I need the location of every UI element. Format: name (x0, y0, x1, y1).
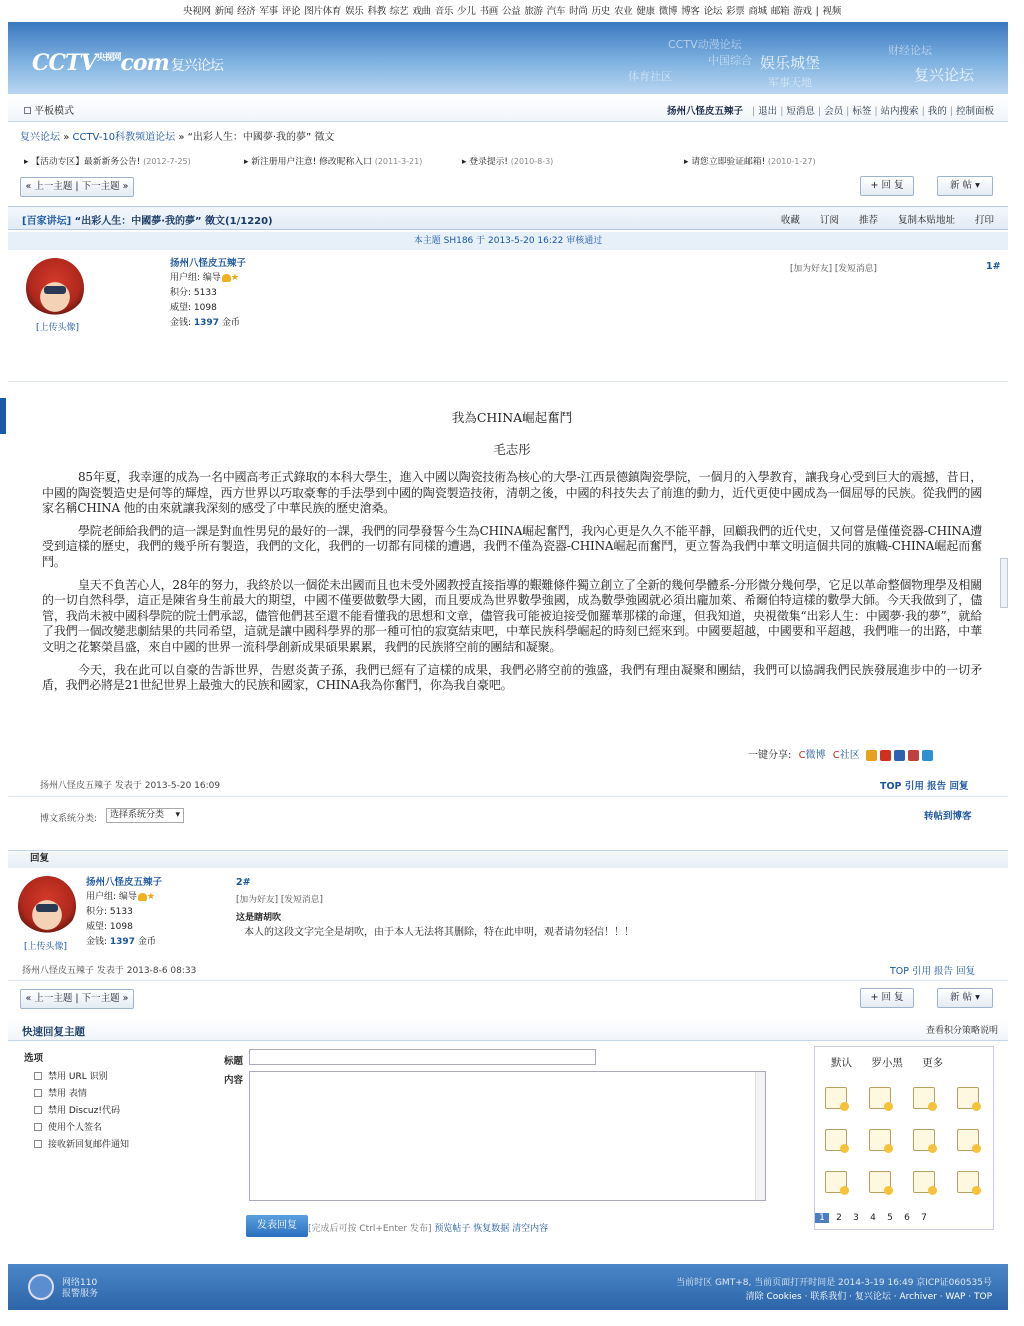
announcement-item[interactable]: ▸ 请您立即验证邮箱! (2010-1-27) (684, 157, 816, 167)
money-value: 1397 (109, 937, 135, 947)
breadcrumb-sep: » (178, 132, 188, 143)
badge-line1: 网络110 (62, 1278, 98, 1288)
breadcrumb-home[interactable]: 复兴论坛 (20, 132, 60, 143)
points-rules-link[interactable]: 查看积分策略说明 (925, 1026, 998, 1036)
breadcrumb (20, 128, 334, 143)
top-nav-item[interactable]: 时尚 (569, 6, 588, 17)
user-info (86, 875, 162, 950)
article-paragraph: 皇天不負苦心人，28年的努力，我終於以一個從未出國而且也未受外國教授直接指導的艱難條件獨立創立了全新的幾何學體系-分形微分幾何學，它足以革命整個物理學及相關的一切自然科學，這正是陳省身生前最大的期望，中國不僅要做數學大國，而且要成為世界數學強國，成為數學強國就必須出龐加萊、希爾伯特這樣的數學大師。今天我做到了，儘管，我尚未被中國科學院的院士們承認，儘管他們甚至還不能看懂我的思想和文章，儘管我可能被迫接受伽羅華那樣的命運，但我知道，央視徵集“出彩人生：中國夢·我的夢”，就給了我們一個改變悲劇結果的共同希望，這就是讓中國科學界的那一種可怕的寂寞結束吧，中華民族科學崛起的時刻已經來到。中國要超越，中國要和平超越，我們唯一的出路，中華文明之花繁榮昌盛，來自中國的世界一流科學創新成果碩果累累，我們的民族將空前的團結和凝聚。 (42, 577, 982, 654)
smiley-icon[interactable] (869, 1171, 891, 1193)
new-post-button[interactable]: 新 帖 ▾ (937, 176, 993, 196)
announcement-text: 请您立即验证邮箱! (691, 157, 766, 167)
separator: | (921, 106, 925, 117)
reply-button[interactable]: + 回 复 (860, 176, 914, 196)
banner-watermark: 体育社区 (628, 70, 672, 83)
user-group (86, 890, 162, 905)
smiley-page[interactable]: 4 (870, 1213, 876, 1223)
thread-tool[interactable]: 复制本贴地址 (897, 215, 955, 226)
top-nav-item[interactable]: 旅游 (524, 6, 543, 17)
weibo-icon: C (798, 750, 806, 761)
separator: | (949, 106, 953, 117)
shequ-icon: C (832, 750, 840, 761)
separator: | (780, 106, 784, 117)
article-author: 毛志彤 (493, 442, 531, 457)
announcement-item[interactable]: ▸ 新注册用户注意! 修改昵称入口 (2011-3-21) (244, 157, 423, 167)
thread-tools (761, 212, 994, 226)
money-label: 金钱: (170, 318, 194, 328)
money-unit: 金币 (218, 318, 240, 328)
user-prestige: 威望: 1098 (170, 303, 217, 313)
breadcrumb-thread: “出彩人生：中國夢·我的夢” 徵文 (187, 132, 335, 143)
smiley-icon[interactable] (913, 1171, 935, 1193)
article-paragraph: 學院老師給我們的這一課是對血性男兒的最好的一課，我們的同學發誓今生為CHINA崛起奮鬥，我內心更是久久不能平靜，回顧我們的近代史，又何嘗是僅僅瓷器-CHINA遭受到這樣的歷史，我們的幾乎所有製造，我們的文化，我們的一切都有同樣的遭遇，我們不僅為瓷器-CHINA崛起而奮鬥，更立誓為我們中華文明這個共同的旗幟-CHINA崛起而奮鬥。 (42, 523, 982, 569)
top-nav-item[interactable]: 视频 (822, 6, 841, 17)
user-link[interactable]: 我的 (927, 106, 947, 117)
top-nav-item[interactable]: 微博 (658, 6, 678, 17)
smiley-tabs (831, 1055, 959, 1070)
money-unit: 金币 (134, 937, 156, 947)
next-thread-button[interactable]: 下一主题 » (81, 993, 129, 1004)
top-nav-item[interactable]: 科教 (367, 6, 386, 17)
smiley-page[interactable]: 1 (815, 1213, 829, 1223)
share-more-icon[interactable] (922, 750, 933, 761)
new-post-button[interactable]: 新 帖 ▾ (937, 988, 993, 1008)
top-nav-item[interactable]: 彩票 (726, 6, 745, 17)
category-label: 博文系统分类: (40, 814, 98, 824)
top-nav-item[interactable]: 音乐 (434, 6, 454, 17)
top-nav-item[interactable]: 汽车 (546, 6, 566, 17)
user-points: 积分: 5133 (170, 288, 217, 298)
star-icon: ★ (146, 892, 155, 902)
smiley-page[interactable]: 3 (853, 1213, 859, 1223)
top-nav-item[interactable]: 戏曲 (412, 6, 431, 17)
share-weibo[interactable] (799, 750, 826, 761)
smiley-tab-default[interactable]: 默认 (831, 1057, 852, 1069)
banner-watermark: CCTV动漫论坛 (668, 38, 742, 51)
police-badge-text (62, 1278, 98, 1300)
smiley-page[interactable]: 6 (904, 1213, 910, 1223)
option-label: 禁用 URL 识别 (48, 1072, 108, 1082)
post-meta: 扬州八怪皮五辣子 发表于 2013-8-6 08:33 (22, 966, 197, 976)
current-username[interactable]: 扬州八怪皮五辣子 (666, 106, 743, 117)
announcement-text: 登录提示! (469, 157, 508, 167)
user-link[interactable]: 控制面板 (955, 106, 994, 117)
content-textarea[interactable] (249, 1071, 766, 1201)
top-nav-item[interactable]: 书画 (479, 6, 498, 17)
mode-icon (24, 107, 31, 114)
user-group-text: 用户组: 编导 (86, 892, 137, 902)
restore-link[interactable]: 恢复数据 (473, 1224, 510, 1234)
share-weibo-label: 微博 (805, 750, 826, 761)
separator: | (846, 106, 850, 117)
logo-text: CCTV (32, 50, 97, 76)
upload-avatar-link[interactable]: [上传头像] (24, 942, 68, 952)
banner-watermark: 军事天地 (768, 76, 812, 89)
top-nav-item[interactable]: 商城 (748, 6, 767, 17)
friend-message-links[interactable]: [加为好友] [发短消息] (790, 264, 877, 274)
options-label: 选项 (24, 1053, 44, 1064)
top-nav-item[interactable]: 央视网 (183, 6, 211, 17)
floor-number[interactable]: 2# (236, 877, 251, 888)
user-toolbar (8, 96, 1008, 122)
reply-title: 这是瞎胡吹 (236, 913, 282, 923)
option-checkbox[interactable] (34, 1106, 120, 1117)
prev-thread-button[interactable]: « 上一主题 (25, 181, 73, 192)
next-thread-button[interactable]: 下一主题 » (81, 181, 129, 192)
smiley-tab-luoxiaohei[interactable]: 罗小黑 (871, 1057, 903, 1069)
content-label: 内容 (224, 1075, 244, 1086)
divider (8, 796, 1008, 797)
user-link[interactable]: 站内搜索 (880, 106, 919, 117)
thread-tool[interactable]: 打印 (974, 215, 994, 226)
crown-icon (222, 274, 231, 282)
smiley-pages (815, 1213, 934, 1223)
top-nav-item[interactable]: 公益 (501, 6, 521, 17)
announcement-date: (2010-1-27) (767, 157, 816, 166)
user-prestige: 威望: 1098 (86, 922, 133, 932)
user-money (170, 316, 246, 331)
money-label: 金钱: (86, 937, 110, 947)
smiley-panel (814, 1046, 994, 1230)
post-meta: 扬州八怪皮五辣子 发表于 2013-5-20 16:09 (40, 781, 221, 791)
top-nav-item[interactable]: 游戏 (793, 6, 812, 17)
smiley-tab-more[interactable]: 更多 (922, 1057, 944, 1069)
reply-section-header: 回复 (8, 850, 1008, 868)
friend-message-links[interactable]: [加为好友] [发短消息] (236, 895, 323, 905)
flat-mode-toggle[interactable] (24, 102, 74, 117)
thread-title-text: “出彩人生：中國夢·我的夢” 徵文(1/1220) (74, 216, 273, 227)
thread-title-bar (8, 206, 1008, 230)
smiley-icon[interactable] (825, 1129, 847, 1151)
option-checkbox[interactable] (34, 1140, 129, 1151)
smiley-icon[interactable] (957, 1171, 979, 1193)
user-link[interactable]: 短消息 (786, 106, 815, 117)
top-nav-item[interactable]: 图片体育 (304, 6, 342, 17)
user-link[interactable]: 退出 (758, 106, 778, 117)
smiley-icon[interactable] (957, 1087, 979, 1109)
top-nav-item[interactable]: 新闻 (214, 6, 234, 17)
submit-hint (308, 1221, 548, 1234)
banner-title-entertainment: 娱乐城堡 (760, 54, 821, 72)
top-nav-item[interactable]: 邮箱 (770, 6, 790, 17)
upload-avatar-link[interactable]: [上传头像] (36, 323, 80, 333)
smiley-page[interactable]: 5 (887, 1213, 893, 1223)
textarea-scrollbar[interactable] (755, 1072, 765, 1200)
checkbox-icon (34, 1123, 42, 1131)
user-info (170, 256, 246, 331)
post-content (42, 408, 982, 701)
announcement-text: 新注册用户注意! 修改昵称入口 (251, 157, 372, 167)
ctrl-enter-hint: [完成后可按 Ctrl+Enter 发布] (308, 1224, 432, 1234)
police-badge-icon[interactable] (28, 1274, 54, 1300)
scrollbar-thumb[interactable] (1000, 558, 1008, 608)
top-nav-item[interactable]: 经济 (237, 6, 256, 17)
option-checkbox[interactable] (34, 1123, 102, 1134)
smiley-icon[interactable] (869, 1087, 891, 1109)
smiley-icon[interactable] (913, 1129, 935, 1151)
share-qzone-icon[interactable] (866, 750, 877, 761)
share-renren-icon[interactable] (880, 750, 891, 761)
smiley-icon[interactable] (913, 1087, 935, 1109)
announcement-date: (2011-3-21) (374, 157, 423, 166)
post-actions[interactable]: TOP 引用 报告 回复 (890, 966, 976, 977)
chevron-down-icon: ▾ (175, 810, 180, 820)
separator: | (817, 106, 822, 117)
category-select-value: 选择系统分类 (110, 810, 165, 820)
post-actions[interactable]: TOP 引用 报告 回复 (880, 781, 969, 792)
user-group-text: 用户组: 编导 (170, 273, 221, 283)
preview-link[interactable]: 预览帖子 (434, 1224, 471, 1234)
user-link[interactable]: 标签 (852, 106, 872, 117)
prev-next-nav: « 上一主题 | 下一主题 » (20, 177, 134, 197)
smiley-icon[interactable] (825, 1087, 847, 1109)
share-shequ[interactable] (833, 750, 860, 761)
article-paragraph: 今天，我在此可以自豪的告訴世界，告慰炎黃子孫，我們已經有了這樣的成果，我們必將空前的強盛，我們有理由凝聚和團結，我們可以協調我們民族發展進步中的一切矛盾，我們必將是21世紀世界上最強大的民族和國家，CHINA我為你奮鬥，你為我自豪吧。 (42, 662, 982, 693)
banner-watermark: 财经论坛 (888, 44, 932, 57)
logo-small-text: 央视网 (96, 53, 121, 63)
top-nav-item[interactable]: 综艺 (389, 6, 409, 17)
star-icon: ★ (230, 273, 239, 283)
floor-number[interactable]: 1# (986, 261, 1001, 272)
badge-line2: 报警服务 (62, 1289, 99, 1299)
option-label: 禁用 表情 (48, 1089, 87, 1099)
user-points: 积分: 5133 (86, 907, 133, 917)
post-author-name[interactable]: 扬州八怪皮五辣子 (170, 258, 247, 269)
thread-tool[interactable]: 推荐 (858, 215, 878, 226)
separator: | (874, 106, 878, 117)
article-paragraph: 85年夏，我幸運的成為一名中國高考正式錄取的本科大學生，進入中國以陶瓷技術為核心的大學-江西景德鎮陶瓷學院，一個月的入學教育，讓我身心受到巨大的震撼，昔日，中國的陶瓷製造史是何等的輝煌，西方世界以巧取豪奪的手法學到中國的陶瓷製造技術，清朝之後，中國的科技失去了前進的動力，近代更使中國成為一個屈辱的民族。從我們的國家名稱CHINA 他的由來就讓我深刻的感受了中華民族的歷史滄桑。 (42, 470, 982, 516)
top-nav-item: | (815, 6, 819, 17)
footer-time-info: 当前时区 GMT+8, 当前页面打开时间是 2014-3-19 16:49 京ICP证060535号 (676, 1278, 992, 1288)
thread-tool[interactable]: 收藏 (780, 215, 800, 226)
avatar[interactable] (26, 258, 84, 318)
share-bar (748, 746, 933, 761)
separator: | (751, 106, 756, 117)
top-nav-item[interactable]: 评论 (281, 6, 301, 17)
clear-link[interactable]: 清空内容 (512, 1224, 549, 1234)
share-sina-icon[interactable] (908, 750, 919, 761)
smiley-icon[interactable] (825, 1171, 847, 1193)
subject-input[interactable] (249, 1049, 596, 1065)
thread-category-tag[interactable]: [百家讲坛] (22, 216, 72, 227)
top-nav-item[interactable]: 论坛 (703, 6, 722, 17)
crown-icon (138, 893, 147, 901)
breadcrumb-forum[interactable]: CCTV-10科教频道论坛 (72, 132, 176, 143)
user-money (86, 935, 162, 950)
option-label: 禁用 Discuz!代码 (48, 1106, 120, 1116)
moderation-notice: 本主题 SH186 于 2013-5-20 16:22 审核通过 (8, 232, 1008, 250)
checkbox-icon (34, 1089, 42, 1097)
checkbox-icon (34, 1072, 42, 1080)
share-kaixin-icon[interactable] (894, 750, 905, 761)
category-select[interactable] (106, 808, 184, 823)
top-nav-item[interactable]: 娱乐 (345, 6, 364, 17)
thread-tool[interactable]: 订阅 (819, 215, 839, 226)
footer-links[interactable]: 清除 Cookies · 联系我们 · 复兴论坛 · Archiver · WAP · TOP (745, 1292, 992, 1302)
announcement-date: (2010-8-3) (510, 157, 554, 166)
logo-com-text: com (120, 50, 169, 76)
smiley-page[interactable]: 2 (836, 1213, 842, 1223)
user-group (170, 271, 246, 286)
smiley-icon[interactable] (869, 1129, 891, 1151)
announcement-date: (2012-7-25) (143, 157, 191, 166)
top-navigation (0, 0, 1024, 18)
forum-banner (8, 22, 1008, 94)
top-nav-item[interactable]: 农业 (613, 6, 633, 17)
subject-label: 标题 (224, 1056, 244, 1067)
announcement-item[interactable]: ▸ 登录提示! (2010-8-3) (462, 157, 554, 167)
breadcrumb-sep: » (63, 132, 73, 143)
prev-next-nav: « 上一主题 | 下一主题 » (20, 989, 134, 1009)
side-collapse-handle[interactable] (0, 398, 6, 434)
reply-button[interactable]: + 回 复 (860, 988, 914, 1008)
post-author-name[interactable]: 扬州八怪皮五辣子 (86, 877, 163, 888)
avatar[interactable] (18, 876, 76, 936)
divider (8, 381, 1008, 382)
flat-mode-label: 平板模式 (34, 106, 74, 117)
banner-title-forum: 复兴论坛 (914, 66, 975, 84)
prev-thread-button[interactable]: « 上一主题 (25, 993, 73, 1004)
article-title: 我為CHINA崛起奮鬥 (451, 410, 573, 425)
top-nav-item[interactable]: 少儿 (457, 6, 476, 17)
quick-reply-title: 快速回复主题 (22, 1026, 85, 1038)
quick-reply-header (8, 1019, 1008, 1041)
thread-title (22, 212, 273, 227)
option-checkbox[interactable] (34, 1072, 108, 1083)
money-value: 1397 (193, 318, 219, 328)
top-nav-item[interactable]: 军事 (259, 6, 278, 17)
option-checkbox[interactable] (34, 1089, 87, 1100)
forum-name: 复兴论坛 (170, 58, 223, 74)
page-footer (8, 1264, 1008, 1310)
repost-to-blog-link[interactable]: 转帖到博客 (924, 811, 972, 822)
announcement-item[interactable]: ▸ 【活动专区】最新新务公告! (2012-7-25) (24, 157, 191, 167)
cctv-logo[interactable] (32, 50, 223, 76)
option-label: 接收新回复邮件通知 (48, 1140, 130, 1150)
top-nav-item[interactable]: 健康 (636, 6, 655, 17)
checkbox-icon (34, 1140, 42, 1148)
user-link[interactable]: 会员 (824, 106, 844, 117)
checkbox-icon (34, 1106, 42, 1114)
banner-watermark: 中国综合 (708, 54, 752, 67)
option-label: 使用个人签名 (48, 1123, 103, 1133)
reply-body: 本人的这段文字完全是胡吹，由于本人无法将其删除，特在此申明，观者请勿轻信！！！ (244, 927, 634, 938)
user-links (667, 103, 994, 117)
share-label: 一键分享: (748, 750, 792, 761)
top-nav-item[interactable]: 历史 (591, 6, 610, 17)
smiley-page[interactable]: 7 (921, 1213, 927, 1223)
divider (8, 980, 1008, 981)
smiley-icon[interactable] (957, 1129, 979, 1151)
share-shequ-label: 社区 (839, 750, 860, 761)
announcement-text: 【活动专区】最新新务公告! (31, 157, 141, 167)
submit-reply-button[interactable]: 发表回复 (246, 1215, 308, 1237)
top-nav-item[interactable]: 博客 (681, 6, 700, 17)
